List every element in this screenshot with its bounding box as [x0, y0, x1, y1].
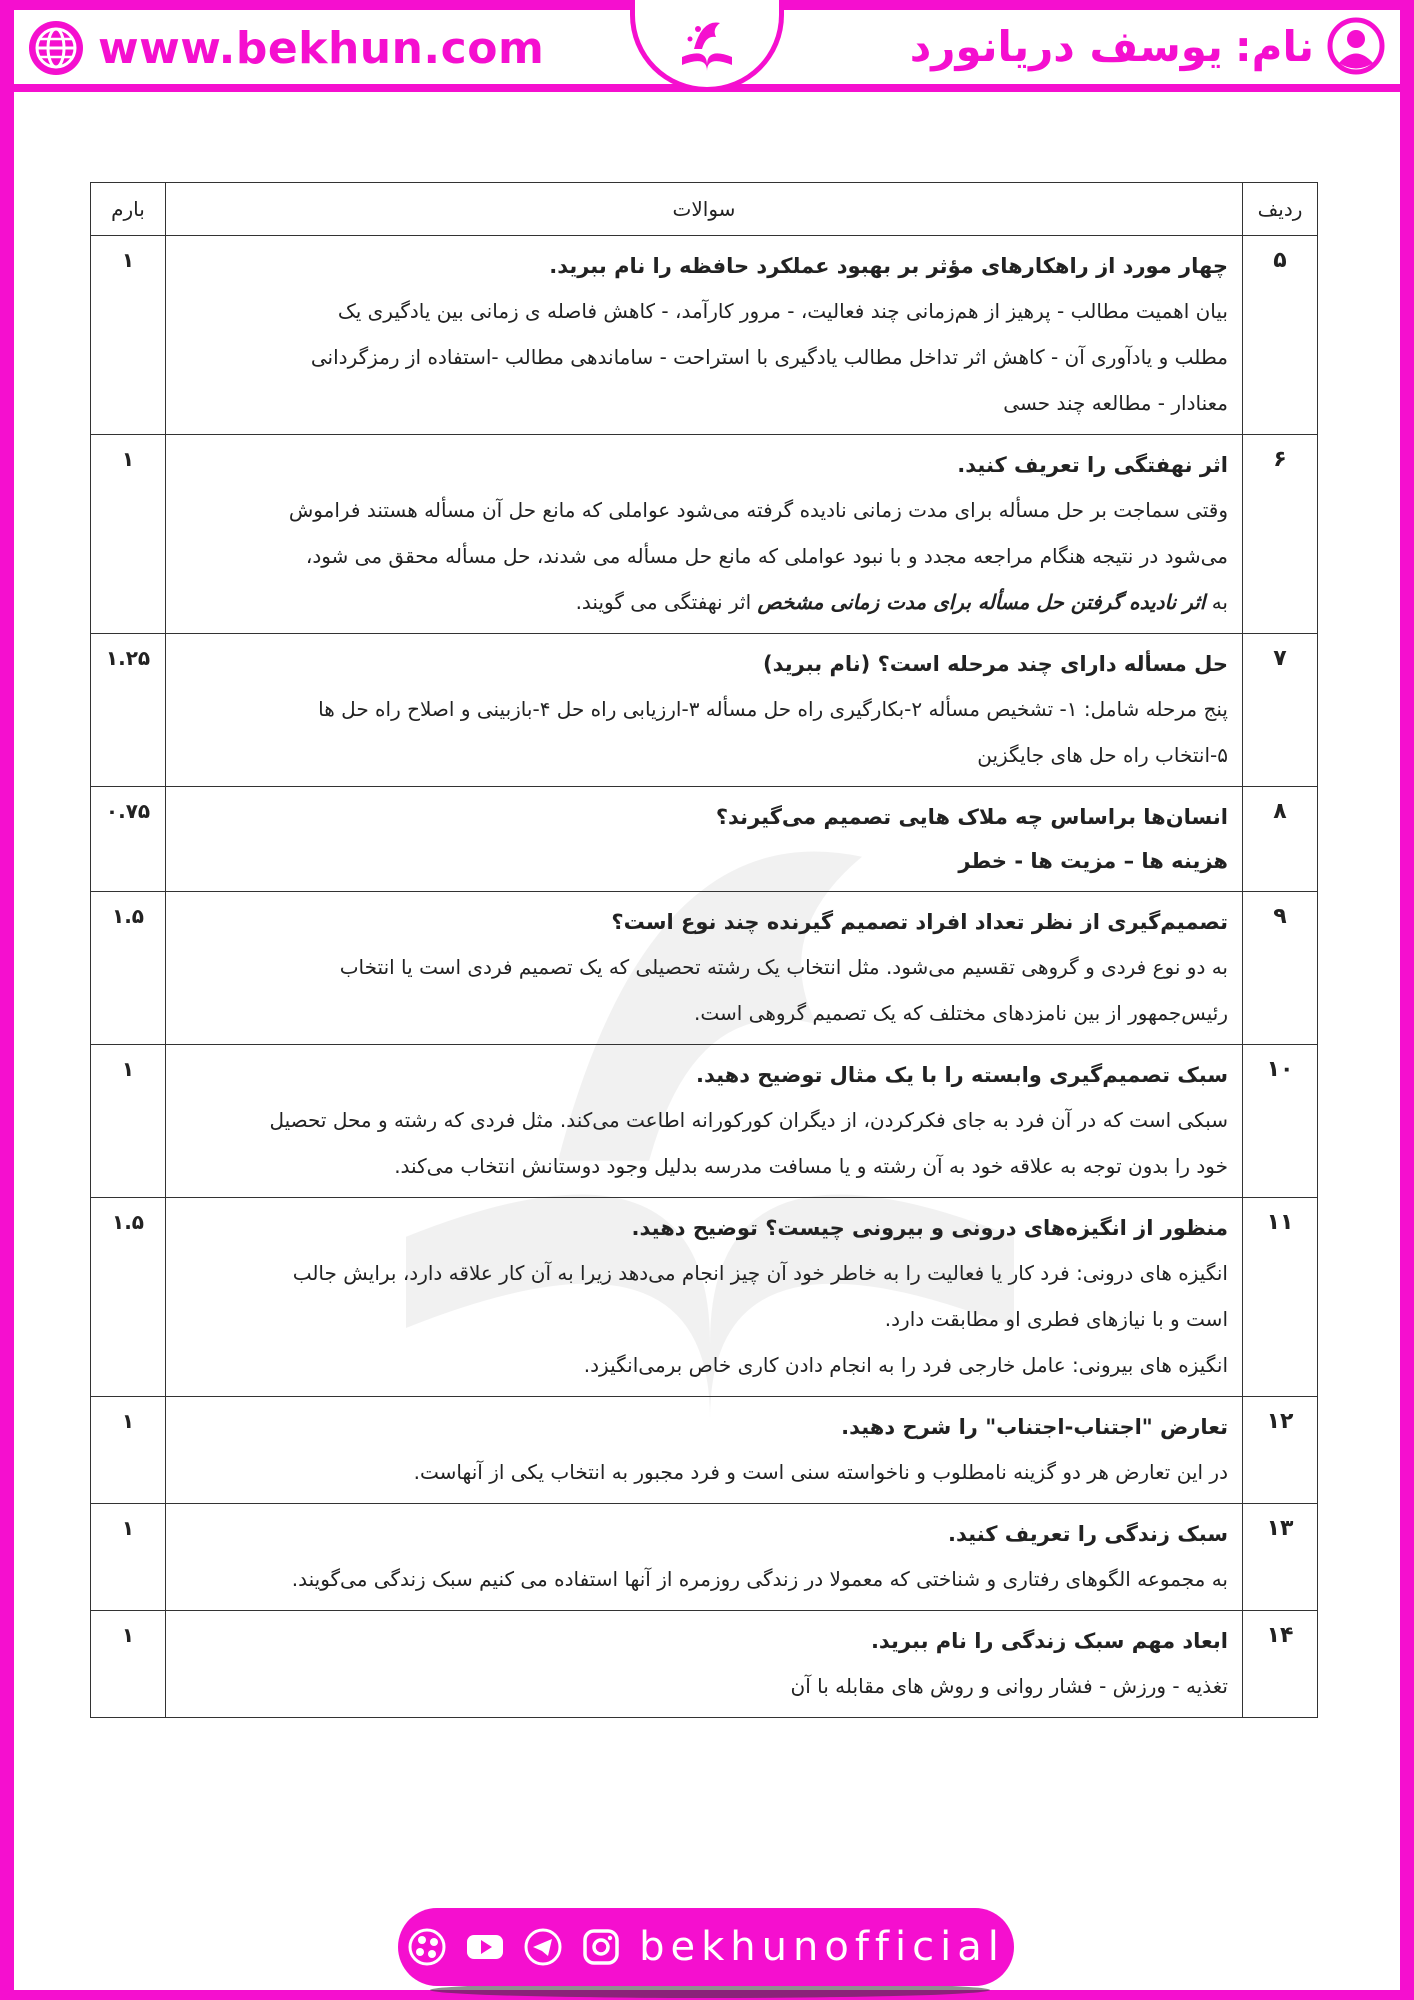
answer-line: معنادار - مطالعه چند حسی — [1003, 391, 1228, 415]
row-number: ۱۲ — [1243, 1397, 1318, 1504]
row-score: ۱ — [91, 1611, 166, 1718]
table-row — [91, 1504, 1318, 1611]
youtube-icon[interactable] — [465, 1927, 505, 1967]
answer-line: به دو نوع فردی و گروهی تقسیم می‌شود. مثل انتخاب یک رشته تحصیلی که یک تصمیم فردی است یا انتخاب — [339, 955, 1228, 979]
table-row — [91, 1397, 1318, 1504]
row-number: ۸ — [1243, 787, 1318, 892]
answer-line: مطلب و یادآوری آن - کاهش اثر تداخل مطالب یادگیری با استراحت - ساماندهی مطالب -استفاده از رمزگردانی — [310, 345, 1228, 369]
header-row-number: ردیف — [1243, 183, 1318, 236]
question-cell — [166, 1397, 1243, 1504]
question-text: منظور از انگیزه‌های درونی و بیرونی چیست؟ توضیح دهید. — [631, 1216, 1228, 1240]
row-score: ۱.۲۵ — [91, 634, 166, 787]
question-text: اثر نهفتگی را تعریف کنید. — [957, 453, 1228, 477]
answer-line: وقتی سماجت بر حل مسأله برای مدت زمانی نادیده گرفته می‌شود عواملی که مانع حل آن مسأله هستند فراموش — [288, 498, 1228, 522]
site-link[interactable] — [28, 18, 544, 78]
row-score: ۱ — [91, 1504, 166, 1611]
aparat-icon[interactable] — [407, 1927, 447, 1967]
globe-icon — [28, 20, 84, 76]
answer-prefix: به — [1211, 590, 1228, 614]
student-name: یوسف دریانورد — [909, 21, 1223, 71]
student-label: نام: — [1234, 21, 1314, 71]
row-number: ۱۴ — [1243, 1611, 1318, 1718]
question-text: حل مسأله دارای چند مرحله است؟ (نام ببرید) — [763, 652, 1228, 676]
question-cell — [166, 236, 1243, 435]
header-questions: سوالات — [166, 183, 1243, 236]
question-text: سبک زندگی را تعریف کنید. — [948, 1522, 1228, 1546]
answer-line: است و با نیازهای فطری او مطابقت دارد. — [884, 1307, 1228, 1331]
answer-line: در این تعارض هر دو گزینه نامطلوب و ناخواسته سنی است و فرد مجبور به انتخاب یکی از آنهاست. — [413, 1460, 1228, 1484]
student-name-box — [910, 14, 1386, 78]
question-cell — [166, 634, 1243, 787]
row-number: ۱۱ — [1243, 1198, 1318, 1397]
book-logo-icon — [672, 9, 742, 79]
table-header-row — [91, 183, 1318, 236]
site-url: www.bekhun.com — [98, 22, 545, 74]
row-score: ۱ — [91, 435, 166, 634]
row-score: ۱ — [91, 236, 166, 435]
table-row — [91, 787, 1318, 892]
social-footer — [398, 1908, 1014, 1986]
question-cell — [166, 1045, 1243, 1198]
table-row — [91, 236, 1318, 435]
table-row — [91, 435, 1318, 634]
row-score: ۱.۵ — [91, 1198, 166, 1397]
question-text: چهار مورد از راهکارهای مؤثر بر بهبود عملکرد حافظه را نام ببرید. — [549, 254, 1228, 278]
row-number: ۹ — [1243, 892, 1318, 1045]
row-score: ۱ — [91, 1045, 166, 1198]
answer-line: خود را بدون توجه به علاقه خود به آن رشته و یا مسافت مدرسه بدلیل وجود دوستانش انتخاب می‌کند. — [394, 1154, 1228, 1178]
instagram-icon[interactable] — [581, 1927, 621, 1967]
answer-line: سبکی است که در آن فرد به جای فکرکردن، از دیگران کورکورانه اطاعت می‌کند. مثل فردی که رشته و محل تحصیل — [269, 1108, 1228, 1132]
question-cell — [166, 1611, 1243, 1718]
question-text: تعارض "اجتناب-اجتناب" را شرح دهید. — [841, 1415, 1228, 1439]
row-number: ۵ — [1243, 236, 1318, 435]
answer-line: هزینه ها – مزیت ها - خطر — [958, 849, 1228, 873]
answer-line: رئیس‌جمهور از بین نامزدهای مختلف که یک تصمیم گروهی است. — [693, 1001, 1228, 1025]
social-handle[interactable]: bekhunofficial — [639, 1924, 1005, 1970]
question-text: تصمیم‌گیری از نظر تعداد افراد تصمیم گیرنده چند نوع است؟ — [611, 910, 1228, 934]
answer-line: ۵-انتخاب راه حل های جایگزین — [977, 743, 1228, 767]
table-row — [91, 1611, 1318, 1718]
row-number: ۷ — [1243, 634, 1318, 787]
answer-line: به مجموعه الگوهای رفتاری و شناختی که معمولا در زندگی روزمره از آنها استفاده می کنیم سبک زندگی می‌گویند. — [291, 1567, 1228, 1591]
row-score: ۰.۷۵ — [91, 787, 166, 892]
answer-line: تغذیه - ورزش - فشار روانی و روش های مقابله با آن — [790, 1674, 1228, 1698]
table-row — [91, 1198, 1318, 1397]
row-score: ۱.۵ — [91, 892, 166, 1045]
row-number: ۶ — [1243, 435, 1318, 634]
answer-line: انگیزه های درونی: فرد کار یا فعالیت را به خاطر خود آن چیز انجام می‌دهد زیرا به آن کار علاقه دارد، برایش جالب — [292, 1261, 1228, 1285]
question-text: سبک تصمیم‌گیری وابسته را با یک مثال توضیح دهید. — [695, 1063, 1228, 1087]
telegram-icon[interactable] — [523, 1927, 563, 1967]
answer-line — [180, 579, 1228, 625]
table-row — [91, 1045, 1318, 1198]
answer-suffix: اثر نهفتگی می گویند. — [575, 590, 752, 614]
question-cell — [166, 892, 1243, 1045]
table-row — [91, 634, 1318, 787]
row-number: ۱۳ — [1243, 1504, 1318, 1611]
question-cell — [166, 1504, 1243, 1611]
question-text: ابعاد مهم سبک زندگی را نام ببرید. — [870, 1629, 1228, 1653]
row-number: ۱۰ — [1243, 1045, 1318, 1198]
answer-line: انگیزه های بیرونی: عامل خارجی فرد را به انجام دادن کاری خاص برمی‌انگیزد. — [583, 1353, 1228, 1377]
question-text: انسان‌ها براساس چه ملاک هایی تصمیم می‌گیرند؟ — [715, 805, 1228, 829]
row-score: ۱ — [91, 1397, 166, 1504]
user-icon — [1326, 16, 1386, 76]
table-row — [91, 892, 1318, 1045]
qa-table — [90, 182, 1318, 1718]
answer-line: بیان اهمیت مطالب - پرهیز از هم‌زمانی چند فعالیت، - مرور کارآمد، - کاهش فاصله ی زمانی بین یادگیری یک — [337, 299, 1228, 323]
header-score: بارم — [91, 183, 166, 236]
question-cell — [166, 435, 1243, 634]
answer-emphasis: اثر نادیده گرفتن حل مسأله برای مدت زمانی مشخص — [757, 590, 1206, 614]
answer-line: می‌شود در نتیجه هنگام مراجعه مجدد و با نبود عواملی که مانع حل مسأله می شدند، حل مسأله محقق می شود، — [305, 544, 1228, 568]
answer-line: پنج مرحله شامل: ۱- تشخیص مسأله ۲-بکارگیری راه حل مسأله ۳-ارزیابی راه حل ۴-بازبینی و اصلاح راه حل ها — [318, 697, 1228, 721]
question-cell — [166, 1198, 1243, 1397]
question-cell — [166, 787, 1243, 892]
